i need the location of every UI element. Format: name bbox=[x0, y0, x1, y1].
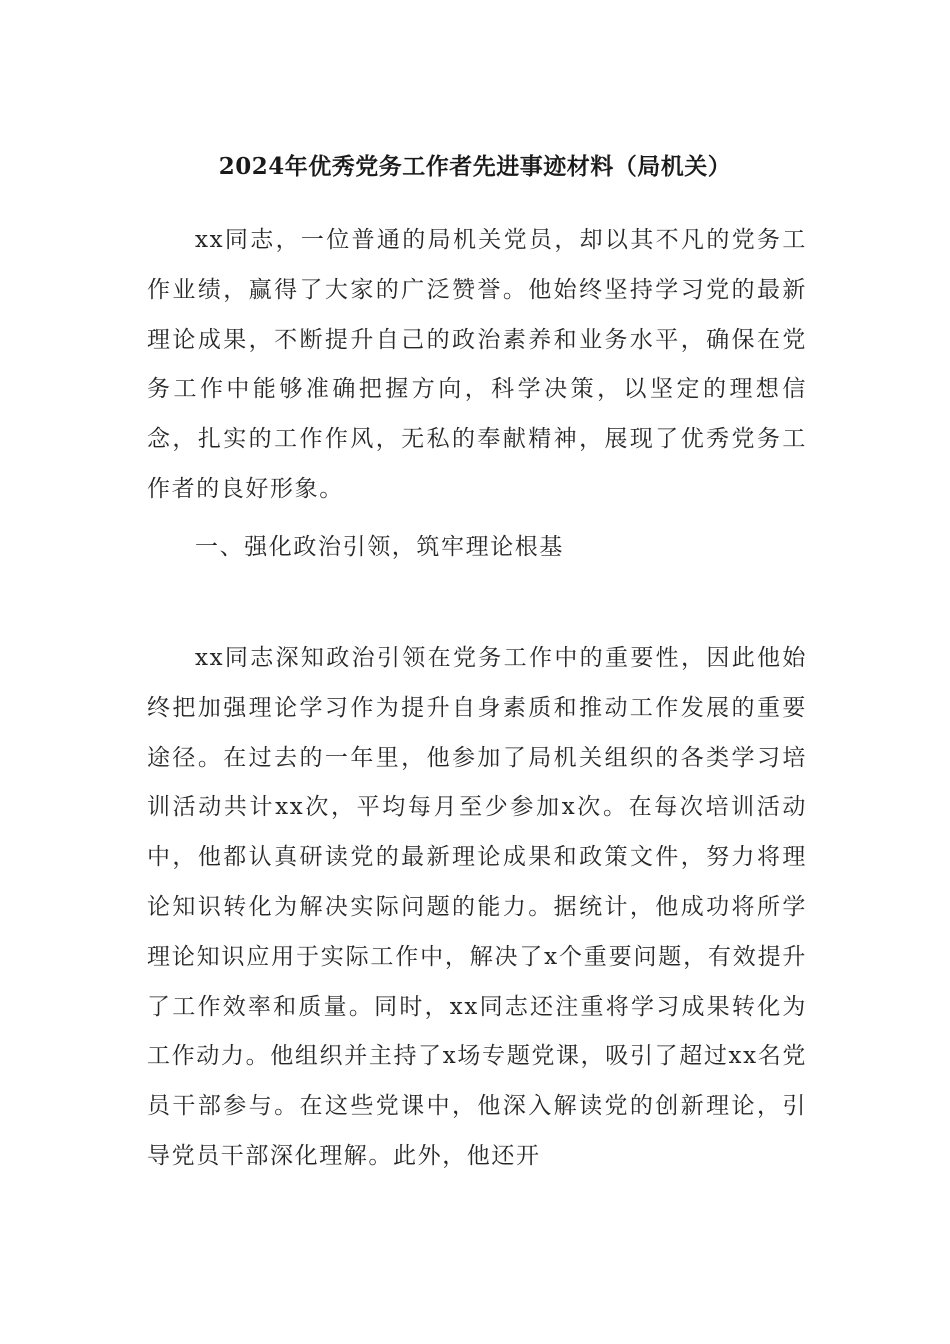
section-1-paragraph: xx同志深知政治引领在党务工作中的重要性，因此他始终把加强理论学习作为提升自身素质和推动工作发展的重要途径。在过去的一年里，他参加了局机关组织的各类学习培训活动共计xx次，平均每月至少参加x次。在每次培训活动中，他都认真研读党的最新理论成果和政策文件，努力将理论知识转化为解决实际问题的能力。据统计，他成功将所学理论知识应用于实际工作中，解决了x个重要问题，有效提升了工作效率和质量。同时，xx同志还注重将学习成果转化为工作动力。他组织并主持了x场专题党课，吸引了超过xx名党员干部参与。在这些党课中，他深入解读党的创新理论，引导党员干部深化理解。此外，他还开 bbox=[147, 645, 807, 1169]
intro-paragraph: xx同志，一位普通的局机关党员，却以其不凡的党务工作业绩，赢得了大家的广泛赞誉。他始终坚持学习党的最新理论成果，不断提升自己的政治素养和业务水平，确保在党务工作中能够准确把握方向，科学决策，以坚定的理想信念，扎实的工作作风，无私的奉献精神，展现了优秀党务工作者的良好形象。 bbox=[147, 227, 807, 502]
section-1-heading: 一、强化政治引领，筑牢理论根基 bbox=[195, 534, 564, 560]
document-title: 2024年优秀党务工作者先进事迹材料（局机关） bbox=[218, 153, 732, 181]
